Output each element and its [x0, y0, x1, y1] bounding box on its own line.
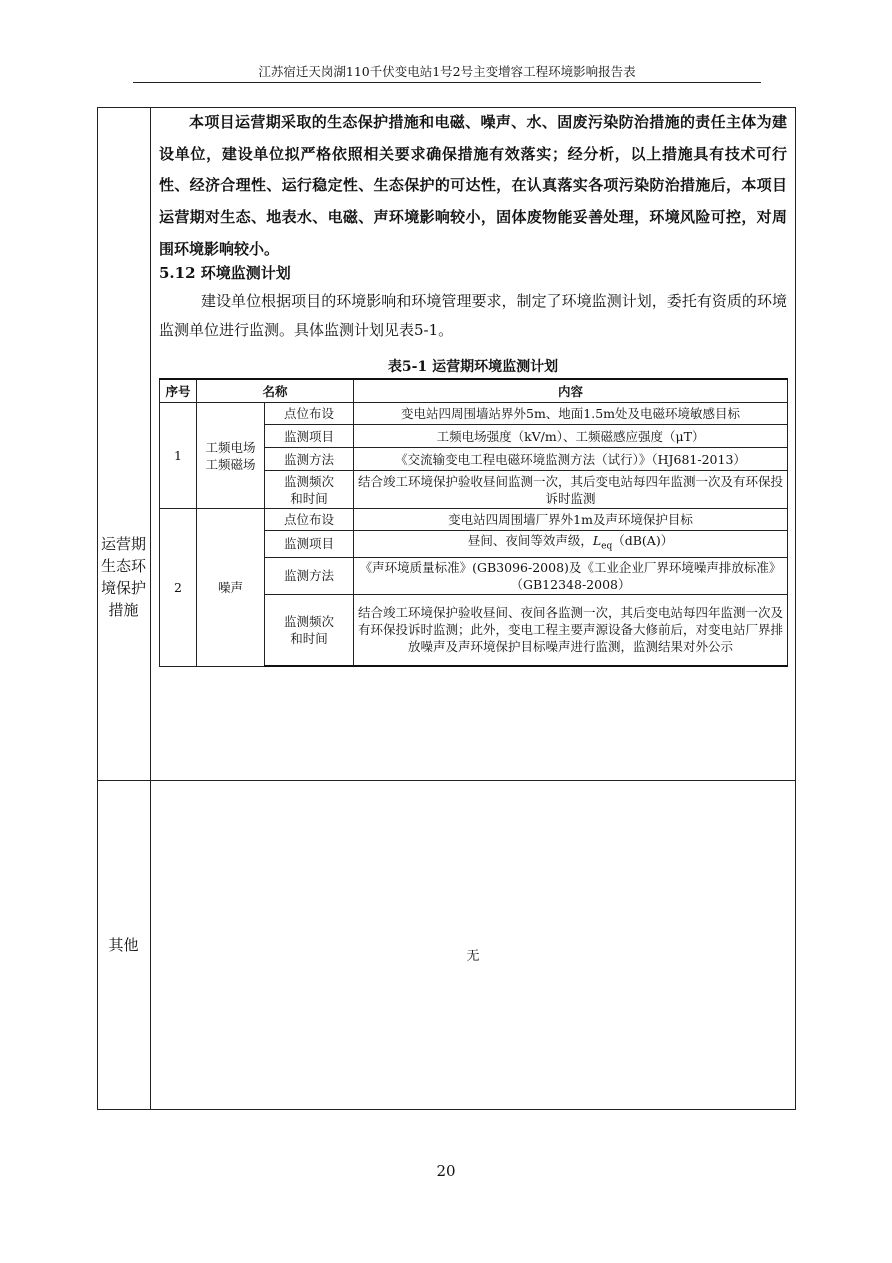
group2-no: 2	[160, 509, 197, 667]
group2-content: 结合竣工环境保护验收昼间、夜间各监测一次，其后变电站每四年监测一次及有环保投诉时监测；此外，变电工程主要声源设备大修前后，对变电站厂界排放噪声及声环境保护目标噪声进行监测，监测结果对外公示	[354, 594, 788, 666]
summary-paragraph: 本项目运营期采取的生态保护措施和电磁、噪声、水、固废污染防治措施的责任主体为建设单位，建设单位拟严格依照相关要求确保措施有效落实；经分析，以上措施具有技术可行性、经济合理性、运行稳定性、生态保护的可达性，在认真落实各项污染防治措施后，本项目运营期对生态、地表水、电磁、声环境影响较小，固体废物能妥善处理，环境风险可控，对周围环境影响较小。	[159, 113, 787, 258]
label-operation-eco-protection: 运营期 生态环 境保护 措施	[100, 535, 146, 619]
content-post: （dB(A)）	[612, 533, 674, 548]
other-content: 无	[466, 949, 480, 964]
group2-content	[354, 531, 788, 558]
header-content: 内容	[354, 379, 788, 403]
group1-no: 1	[160, 403, 197, 509]
group2-content: 《声环境质量标准》(GB3096-2008)及《工业企业厂界环境噪声排放标准》（GB12348-2008）	[354, 557, 788, 594]
group2-item: 点位布设	[265, 509, 354, 531]
group1-item: 监测方法	[265, 448, 354, 471]
section-title: 5.12 环境监测计划	[159, 264, 291, 282]
group2-item: 监测频次 和时间	[265, 594, 354, 666]
group2-name: 噪声	[197, 509, 265, 667]
header-name: 名称	[197, 379, 354, 403]
group1-item: 监测项目	[265, 425, 354, 448]
group2-item: 监测项目	[265, 531, 354, 558]
header-no: 序号	[160, 379, 197, 403]
table-title: 表5-1 运营期环境监测计划	[387, 359, 559, 375]
group1-item: 点位布设	[265, 403, 354, 425]
leq-symbol: L	[592, 533, 602, 548]
content-pre: 昼间、夜间等效声级，	[467, 533, 593, 548]
group1-name: 工频电场 工频磁场	[197, 403, 265, 509]
leq-subscript: eq	[601, 541, 613, 552]
group2-item: 监测方法	[265, 557, 354, 594]
row-divider	[97, 780, 796, 781]
page-header: 江苏宿迁天岗湖110千伏变电站1号2号主变增容工程环境影响报告表	[258, 64, 636, 79]
group1-content: 《交流输变电工程电磁环境监测方法（试行）》（HJ681-2013）	[354, 448, 788, 471]
group2-content: 变电站四周围墙厂界外1m及声环境保护目标	[354, 509, 788, 531]
group1-item: 监测频次 和时间	[265, 471, 354, 509]
page-number: 20	[436, 1162, 456, 1180]
group1-content: 工频电场强度（kV/m）、工频磁感应强度（μT）	[354, 425, 788, 448]
monitoring-plan-table	[159, 378, 788, 667]
label-other: 其他	[108, 936, 139, 954]
section-paragraph: 建设单位根据项目的环境影响和环境管理要求，制定了环境监测计划，委托有资质的环境监测单位进行监测。具体监测计划见表5-1。	[159, 292, 787, 339]
group1-content: 变电站四周围墙站界外5m、地面1.5m处及电磁环境敏感目标	[354, 403, 788, 425]
header-rule	[133, 82, 761, 83]
group1-content: 结合竣工环境保护验收昼间监测一次，其后变电站每四年监测一次及有环保投诉时监测	[354, 471, 788, 509]
